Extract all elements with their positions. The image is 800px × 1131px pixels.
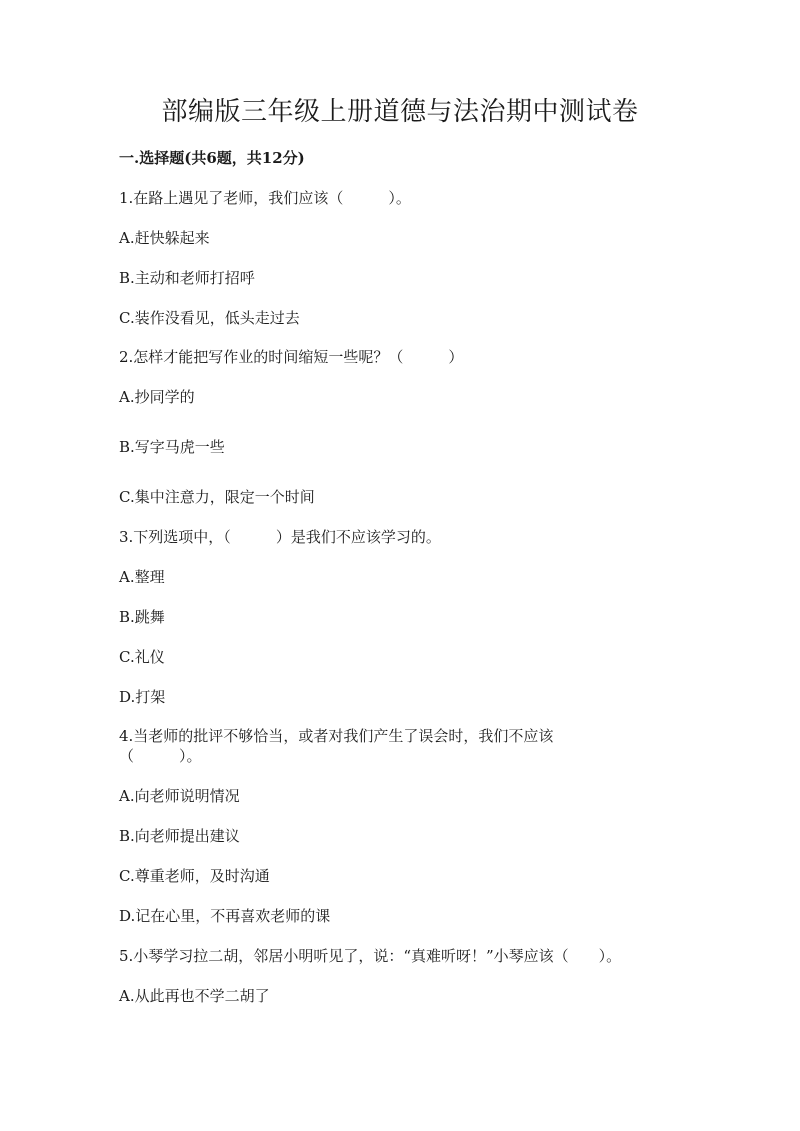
question-4-option-c: C.尊重老师，及时沟通: [119, 867, 270, 885]
page-title: 部编版三年级上册道德与法治期中测试卷: [161, 97, 639, 127]
question-2-stem: 2.怎样才能把写作业的时间缩短一些呢？（ ）: [119, 348, 464, 366]
question-5-option-a: A.从此再也不学二胡了: [119, 987, 270, 1005]
question-4-stem-continued: （ ）。: [119, 747, 202, 765]
question-4-option-a: A.向老师说明情况: [119, 787, 240, 805]
question-2-option-b: B.写字马虎一些: [119, 438, 225, 456]
question-1-option-a: A.赶快躲起来: [119, 229, 210, 247]
question-1-option-b: B.主动和老师打招呼: [119, 269, 255, 287]
question-3-option-a: A.整理: [119, 568, 165, 586]
question-1-option-c: C.装作没看见，低头走过去: [119, 309, 300, 327]
question-3-option-d: D.打架: [119, 688, 166, 706]
question-3-option-b: B.跳舞: [119, 608, 165, 626]
question-5-stem: 5.小琴学习拉二胡，邻居小明听见了，说：“真难听呀！”小琴应该（ ）。: [119, 947, 622, 965]
question-2-option-a: A.抄同学的: [119, 388, 195, 406]
question-3-stem: 3.下列选项中，（ ）是我们不应该学习的。: [119, 528, 441, 546]
section-heading: 一.选择题(共6题，共12分): [119, 149, 305, 167]
question-1-stem: 1.在路上遇见了老师，我们应该（ ）。: [119, 189, 411, 207]
question-4-stem: 4.当老师的批评不够恰当，或者对我们产生了误会时，我们不应该: [119, 727, 554, 745]
question-4-option-d: D.记在心里，不再喜欢老师的课: [119, 907, 331, 925]
question-2-option-c: C.集中注意力，限定一个时间: [119, 488, 315, 506]
question-4-option-b: B.向老师提出建议: [119, 827, 240, 845]
question-3-option-c: C.礼仪: [119, 648, 165, 666]
